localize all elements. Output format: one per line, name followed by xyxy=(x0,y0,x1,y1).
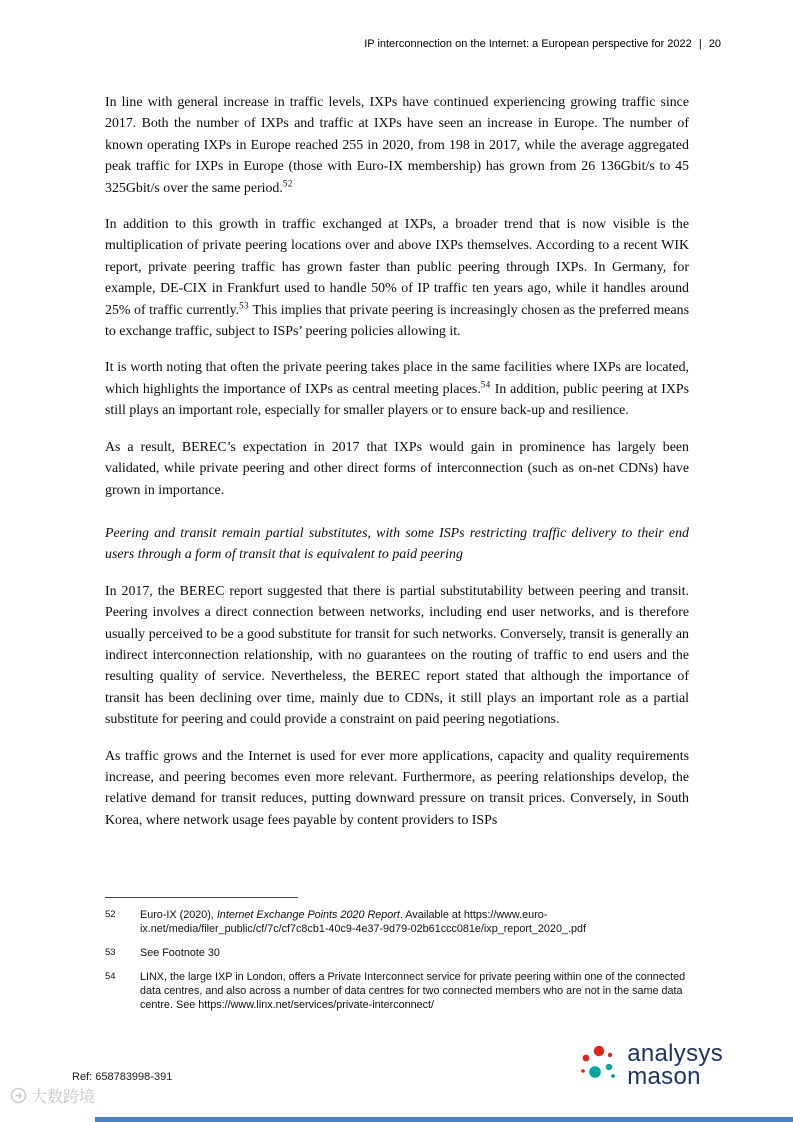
report-title: IP interconnection on the Internet: a European perspective for 2022 xyxy=(364,38,692,50)
text-segment: As traffic grows and the Internet is used for ever more applications, capacity and quality requirements increase, and peering becomes even more relevant. Furthermore, as peering relationships develop, the relative demand for transit reduces, putting downward pressure on transit prices. Conversely, in South Korea, where network usage fees payable by content providers to ISPs xyxy=(105,748,689,828)
header-separator: | xyxy=(698,38,702,50)
document-ref: Ref: 658783998-391 xyxy=(72,1071,173,1083)
analysys-mason-logo xyxy=(578,1042,723,1088)
footnote-text xyxy=(140,946,220,960)
watermark-icon xyxy=(10,1087,27,1104)
footnotes-section xyxy=(105,897,689,1022)
text-segment: This implies that private peering is increasingly chosen as the preferred means to exchange traffic, subject to ISPs’ peering policies allowing it. xyxy=(105,302,689,340)
paragraph xyxy=(105,357,689,421)
footnote-text xyxy=(140,970,689,1012)
footnote-item xyxy=(105,908,689,936)
footnote-number: 52 xyxy=(105,909,116,920)
text-segment: In addition to this growth in traffic exchanged at IXPs, a broader trend that is now visible is the multiplication of private peering locations over and above IXPs themselves. According to a recent WIK report, private peering traffic has grown faster than public peering through IXPs. In Germany, for example, DE-CIX in Frankfurt used to handle 50% of IP traffic ten years ago, while it handles around 25% of traffic currently. xyxy=(105,217,689,318)
paragraph xyxy=(105,746,689,832)
paragraph xyxy=(105,214,689,342)
text-segment: In 2017, the BEREC report suggested that there is partial substitutability between peering and transit. Peering involves a direct connection between networks, including end user networks, and is therefore usually perceived to be a good substitute for transit for such networks. Conversely, transit is generally an indirect interconnection relationship, with no guarantees on the routing of traffic to end users and the resulting quality of service. Nevertheless, the BEREC report stated that although the importance of transit has been declining over time, mainly due to CDNs, it still plays an important role as a partial substitute for peering and could provide a constraint on paid peering negotiations. xyxy=(105,583,689,728)
page-header xyxy=(364,38,721,50)
footnote-ref: 53 xyxy=(239,300,250,311)
logo-line1: analysys xyxy=(627,1040,723,1067)
footnote-separator-rule xyxy=(105,897,298,898)
text-segment: LINX, the large IXP in London, offers a Private Interconnect service for private peering within one of the connected data centres, and also across a number of data centres for two connected members who are not in the same data centre. See https://www.linx.net/services/private-interconnect/ xyxy=(140,971,686,1011)
logo-wordmark xyxy=(627,1042,723,1088)
footnote-item xyxy=(105,946,689,960)
text-segment: See Footnote 30 xyxy=(140,947,220,959)
text-segment: In line with general increase in traffic levels, IXPs have continued experiencing growing traffic since 2017. Both the number of IXPs and traffic at IXPs have seen an increase in Europe. The number of known operating IXPs in Europe reached 255 in 2020, from 198 in 2017, while the average aggregated peak traffic for IXPs in Europe (those with Euro-IX membership) has grown from 26 136Gbit/s to 45 325Gbit/s over the same period. xyxy=(105,95,689,196)
text-segment: As a result, BEREC’s expectation in 2017 that IXPs would gain in prominence has largely been validated, while private peering and other direct forms of interconnection (such as on-net CDNs) have grown in importance. xyxy=(105,439,689,498)
body-text xyxy=(105,92,689,846)
footnote-number: 54 xyxy=(105,971,116,982)
watermark-text: 大数跨境 xyxy=(31,1089,96,1106)
text-segment: Euro-IX (2020), xyxy=(140,909,217,921)
logo-line2: mason xyxy=(627,1063,701,1090)
footnote-ref: 54 xyxy=(480,379,491,390)
watermark xyxy=(10,1084,95,1107)
bottom-blue-bar xyxy=(95,1117,793,1122)
italic-text-segment: Internet Exchange Points 2020 Report xyxy=(216,909,400,921)
text-segment: In addition, public peering at IXPs still plays an important role, especially for smaller players or to ensure back-up and resilience. xyxy=(105,381,690,419)
paragraph xyxy=(105,92,689,199)
section-heading xyxy=(105,523,689,566)
footnote-ref: 52 xyxy=(282,178,293,188)
logo-dots-icon xyxy=(578,1043,618,1087)
text-segment: Peering and transit remain partial substitutes, with some ISPs restricting traffic delivery to their end users through a form of transit that is equivalent to paid peering xyxy=(105,525,689,563)
text-segment: It is worth noting that often the private peering takes place in the same facilities where IXPs are located, which highlights the importance of IXPs as central meeting places. xyxy=(105,360,689,397)
footnote-number: 53 xyxy=(105,947,116,958)
paragraph xyxy=(105,437,689,501)
paragraph xyxy=(105,581,689,731)
footnote-item xyxy=(105,970,689,1012)
footnote-text xyxy=(140,908,689,936)
text-segment: . Available at https://www.euro-ix.net/media/filer_public/cf/7c/cf7c8cb1-40c9-4e37-9d79-02b61ccc081e/ixp_report_2020_.pdf xyxy=(140,909,586,935)
page-number: 20 xyxy=(708,38,721,50)
footnotes-list xyxy=(105,908,689,1012)
